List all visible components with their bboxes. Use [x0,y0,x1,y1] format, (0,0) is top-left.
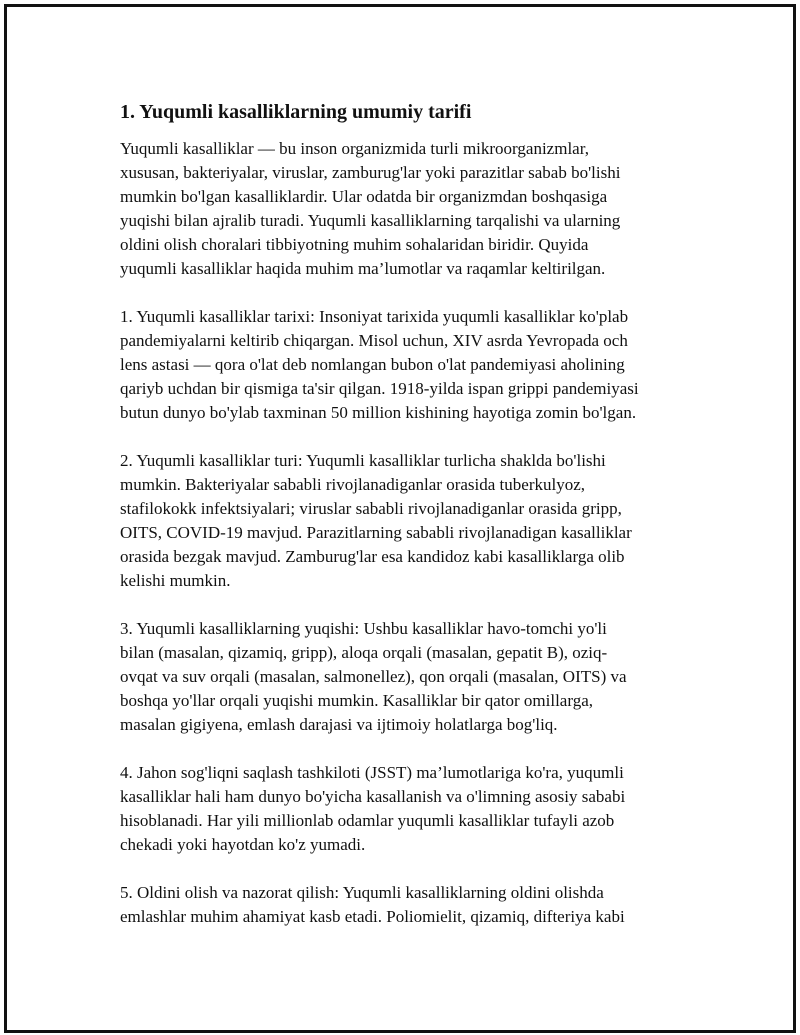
paragraph-who [120,761,682,857]
text-line: mumkin bo'lgan kasalliklardir. Ular odatda bir organizmdan boshqasiga [120,187,608,206]
paragraph-transmission [120,617,682,737]
text-line: qariyb uchdan bir qismiga ta'sir qilgan. 1918-yilda ispan grippi pandemiyasi [120,379,639,398]
text-line: mumkin. Bakteriyalar sababli rivojlanadiganlar orasida tuberkulyoz, [120,475,585,494]
text-line: lens astasi — qora o'lat deb nomlangan bubon o'lat pandemiyasi aholining [120,355,625,374]
document-body [120,99,682,953]
text-line: 2. Yuqumli kasalliklar turi: Yuqumli kasalliklar turlicha shaklda bo'lishi [120,451,606,470]
page-title: 1. Yuqumli kasalliklarning umumiy tarifi [120,101,472,123]
text-line: ovqat va suv orqali (masalan, salmonellez), qon orqali (masalan, OITS) va [120,667,627,686]
text-line: OITS, COVID-19 mavjud. Parazitlarning sababli rivojlanadigan kasalliklar [120,523,632,542]
text-line: kelishi mumkin. [120,571,231,590]
text-line: masalan gigiyena, emlash darajasi va ijtimoiy holatlarga bog'liq. [120,715,558,734]
text-line: orasida bezgak mavjud. Zamburug'lar esa kandidoz kabi kasalliklarga olib [120,547,625,566]
paragraph-intro [120,137,682,281]
text-line: stafilokokk infektsiyalari; viruslar sababli rivojlanadiganlar orasida gripp, [120,499,622,518]
text-line: 3. Yuqumli kasalliklarning yuqishi: Ushbu kasalliklar havo-tomchi yo'li [120,619,607,638]
paragraph-prevention [120,881,682,929]
text-line: yuqishi bilan ajralib turadi. Yuqumli kasalliklarning tarqalishi va ularning [120,211,621,230]
text-line: 1. Yuqumli kasalliklar tarixi: Insoniyat tarixida yuqumli kasalliklar ko'plab [120,307,629,326]
text-line: Yuqumli kasalliklar — bu inson organizmida turli mikroorganizmlar, [120,139,589,158]
text-line: boshqa yo'llar orqali yuqishi mumkin. Kasalliklar bir qator omillarga, [120,691,593,710]
text-line: oldini olish choralari tibbiyotning muhim sohalaridan biridir. Quyida [120,235,589,254]
text-line: yuqumli kasalliklar haqida muhim ma’lumotlar va raqamlar keltirilgan. [120,259,606,278]
text-line: hisoblanadi. Har yili millionlab odamlar yuqumli kasalliklar tufayli azob [120,811,615,830]
text-line: 5. Oldini olish va nazorat qilish: Yuqumli kasalliklarning oldini olishda [120,883,604,902]
text-line: butun dunyo bo'ylab taxminan 50 million kishining hayotiga zomin bo'lgan. [120,403,637,422]
text-line: 4. Jahon sog'liqni saqlash tashkiloti (JSST) ma’lumotlariga ko'ra, yuqumli [120,763,624,782]
text-line: bilan (masalan, qizamiq, gripp), aloqa orqali (masalan, gepatit B), oziq- [120,643,608,662]
text-line: chekadi yoki hayotdan ko'z yumadi. [120,835,366,854]
page-frame [4,4,796,1033]
text-line: kasalliklar hali ham dunyo bo'yicha kasallanish va o'limning asosiy sababi [120,787,626,806]
paragraph-history [120,305,682,425]
text-line: emlashlar muhim ahamiyat kasb etadi. Poliomielit, qizamiq, difteriya kabi [120,907,625,926]
text-line: xususan, bakteriyalar, viruslar, zamburug'lar yoki parazitlar sabab bo'lishi [120,163,621,182]
text-line: pandemiyalarni keltirib chiqargan. Misol uchun, XIV asrda Yevropada och [120,331,628,350]
paragraph-types [120,449,682,593]
